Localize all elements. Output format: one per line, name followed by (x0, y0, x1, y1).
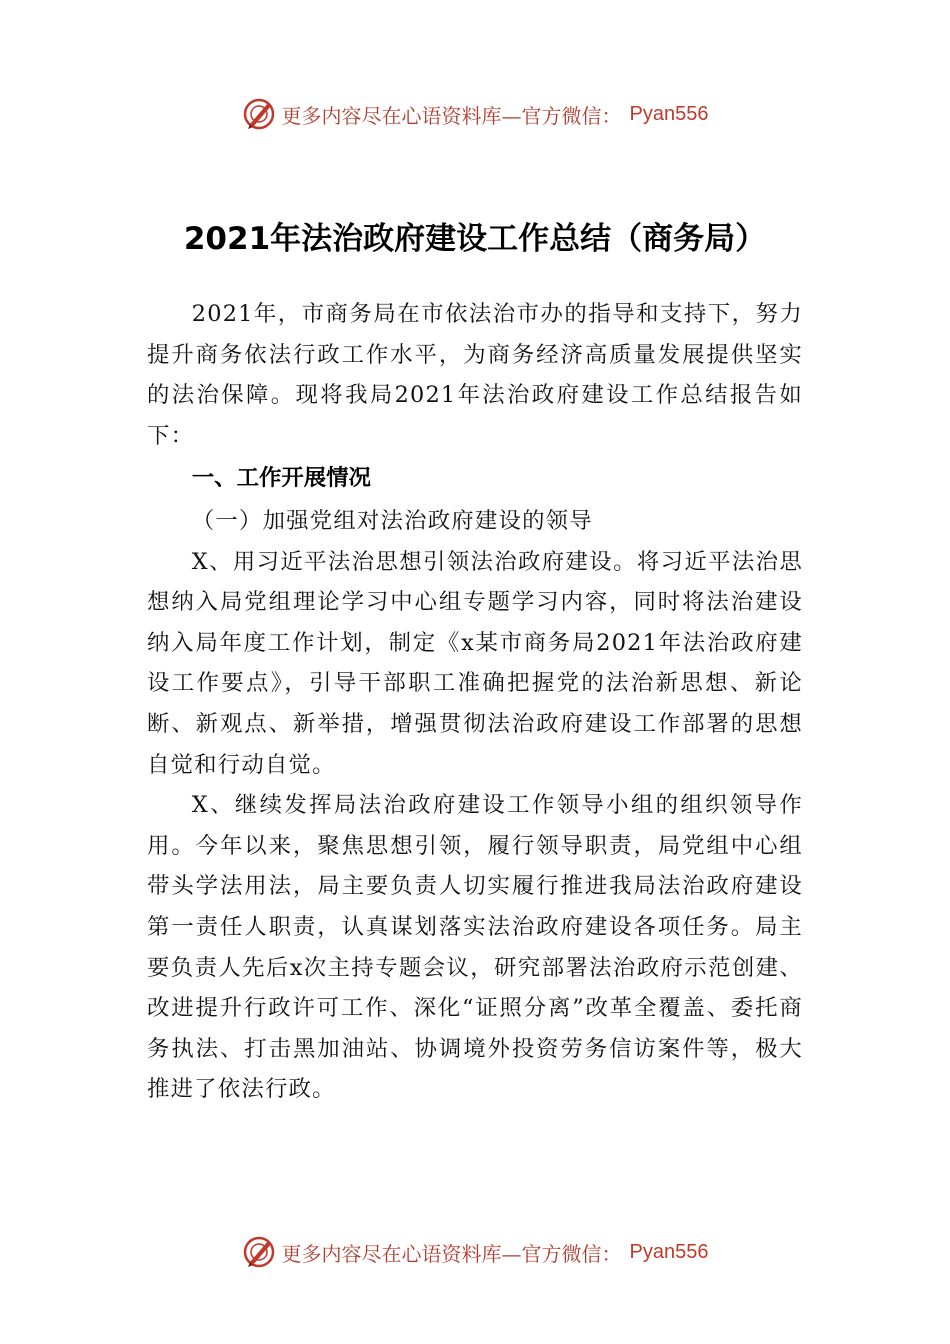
pen-logo-icon (242, 1235, 276, 1269)
watermark-wechat-id: Pyan556 (629, 1240, 709, 1263)
footer-watermark (0, 1232, 950, 1272)
watermark-wechat-id: Pyan556 (629, 102, 709, 125)
document-body (147, 294, 803, 1110)
header-watermark (0, 94, 950, 134)
document-title: 2021年法治政府建设工作总结（商务局） (183, 221, 767, 257)
intro-paragraph: 2021年，市商务局在市依法治市办的指导和支持下，努力提升商务依法行政工作水平，为商务经济高质量发展提供坚实的法治保障。现将我局2021年法治政府建设工作总结报告如下： (147, 301, 803, 449)
section-heading: 一、工作开展情况 (191, 465, 371, 492)
watermark-text: 更多内容尽在心语资料库—官方微信： (281, 103, 622, 128)
body-paragraph-2: X、继续发挥局法治政府建设工作领导小组的组织领导作用。今年以来，聚焦思想引领，履行领导职责，局党组中心组带头学法用法，局主要负责人切实履行推进我局法治政府建设第一责任人职责，认真谋划落实法治政府建设各项任务。局主要负责人先后x次主持专题会议，研究部署法治政府示范创建、改进提升行政许可工作、深化“证照分离”改革全覆盖、委托商务执法、打击黑加油站、协调境外投资劳务信访案件等，极大推进了依法行政。 (147, 792, 803, 1103)
subsection-heading: （一）加强党组对法治政府建设的领导 (191, 507, 593, 534)
pen-logo-icon (242, 97, 276, 131)
watermark-text: 更多内容尽在心语资料库—官方微信： (281, 1241, 622, 1266)
body-paragraph-1: X、用习近平法治思想引领法治政府建设。将习近平法治思想纳入局党组理论学习中心组专题学习内容，同时将法治建设纳入局年度工作计划，制定《x某市商务局2021年法治政府建设工作要点》，引导干部职工准确把握党的法治新思想、新论断、新观点、新举措，增强贯彻法治政府建设工作部署的思想自觉和行动自觉。 (147, 548, 803, 778)
